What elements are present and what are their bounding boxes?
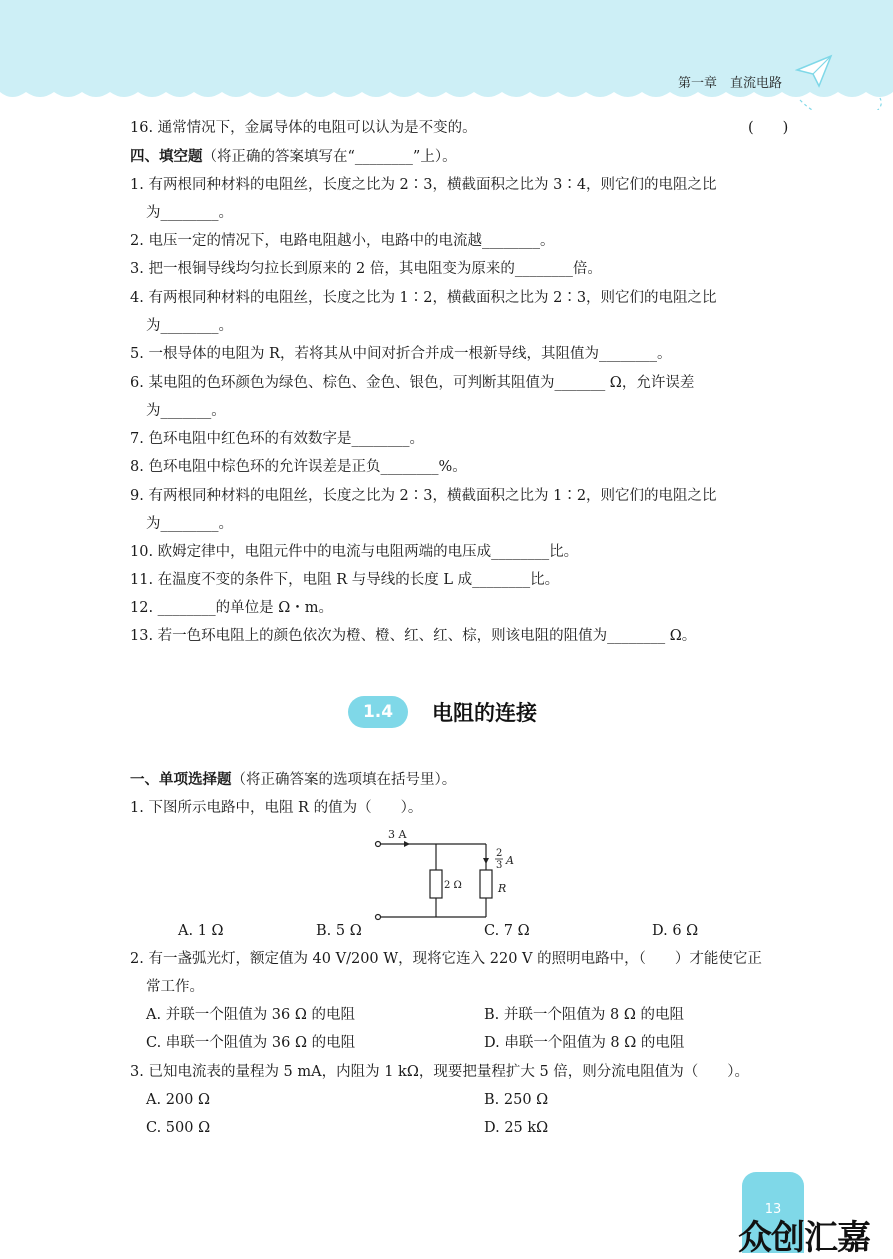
question-3: 3. 已知电流表的量程为 5 mA，内阻为 1 kΩ，现要把量程扩大 5 倍，则分流电阻值为（ ）。 [130,1064,750,1080]
chapter-title: 第一章 直流电路 [678,76,783,91]
answer-paren: ( ) [748,120,789,136]
resistor-r-label: R [498,882,507,895]
header-band [0,0,893,110]
option: D. 25 kΩ [484,1120,549,1136]
branch-current-numerator: 2 [496,848,503,859]
fill-heading-note: （将正确的答案填写在“________”上）。 [202,149,457,165]
option: A. 1 Ω [178,923,224,939]
branch-current-denominator: 3 [496,860,503,871]
fill-item: 为________。 [146,516,233,532]
fill-item: 3. 把一根铜导线均匀拉长到原来的 2 倍，其电阻变为原来的________倍。 [130,261,602,277]
choice-heading-note: （将正确答案的选项填在括号里）。 [231,772,457,788]
question-16: 16. 通常情况下，金属导体的电阻可以认为是不变的。 [130,120,477,136]
current-in-label: 3 A [388,828,407,841]
option: C. 500 Ω [146,1120,211,1136]
fill-item: 4. 有两根同种材料的电阻丝，长度之比为 1∶2，横截面积之比为 2∶3，则它们的电阻之比 [130,290,717,306]
current-arrow-icon [483,858,489,864]
question-2: 2. 有一盏弧光灯，额定值为 40 V/200 W，现将它连入 220 V 的照明电路中，（ ）才能使它正 [130,951,762,967]
option: A. 200 Ω [146,1092,210,1108]
section-title: 电阻的连接 [432,701,537,725]
fill-item: 为________。 [146,205,233,221]
fill-item: 8. 色环电阻中棕色环的允许误差是正负________%。 [130,459,467,475]
branch-current-unit: A [506,854,514,867]
fill-heading: 四、填空题 [130,149,203,165]
fill-item: 1. 有两根同种材料的电阻丝，长度之比为 2∶3，横截面积之比为 3∶4，则它们的电阻之比 [130,177,717,193]
option: A. 并联一个阻值为 36 Ω 的电阻 [146,1007,355,1023]
choice-heading-line [130,770,456,790]
option: B. 5 Ω [316,923,362,939]
option: B. 250 Ω [484,1092,549,1108]
option: D. 6 Ω [652,923,699,939]
fill-item: 7. 色环电阻中红色环的有效数字是________。 [130,431,424,447]
fill-item: 9. 有两根同种材料的电阻丝，长度之比为 2∶3，横截面积之比为 1∶2，则它们的电阻之比 [130,488,717,504]
fill-item: 6. 某电阻的色环颜色为绿色、棕色、金色、银色，可判断其阻值为_______ Ω，允许误差 [130,375,695,391]
watermark: 众创汇嘉 [738,1218,870,1258]
question-1: 1. 下图所示电路中，电阻 R 的值为（ ）。 [130,800,423,816]
option: D. 串联一个阻值为 8 Ω 的电阻 [484,1035,685,1051]
choice-heading: 一、单项选择题 [130,772,232,788]
option: C. 串联一个阻值为 36 Ω 的电阻 [146,1035,356,1051]
fill-heading-line [130,147,457,167]
fill-item: 13. 若一色环电阻上的颜色依次为橙、橙、红、红、棕，则该电阻的阻值为________ Ω。 [130,628,697,644]
fill-item: 为________。 [146,318,233,334]
question-2-cont: 常工作。 [146,979,204,995]
fill-item: 11. 在温度不变的条件下，电阻 R 与导线的长度 L 成________比。 [130,572,560,588]
circuit-diagram [368,826,538,926]
fill-item: 2. 电压一定的情况下，电路电阻越小，电路中的电流越________。 [130,233,555,249]
section-number: 1.4 [348,696,408,728]
paper-plane-icon [795,52,835,92]
fill-item: 12. ________的单位是 Ω・m。 [130,600,334,616]
fill-item: 5. 一根导体的电阻为 R，若将其从中间对折合并成一根新导线，其阻值为________。 [130,346,672,362]
fill-item: 10. 欧姆定律中，电阻元件中的电流与电阻两端的电压成________比。 [130,544,579,560]
option: C. 7 Ω [484,923,530,939]
option: B. 并联一个阻值为 8 Ω 的电阻 [484,1007,684,1023]
fill-item: 为_______。 [146,403,226,419]
page-number: 13 [764,1202,782,1217]
resistor-2ohm-label: 2 Ω [444,880,462,891]
